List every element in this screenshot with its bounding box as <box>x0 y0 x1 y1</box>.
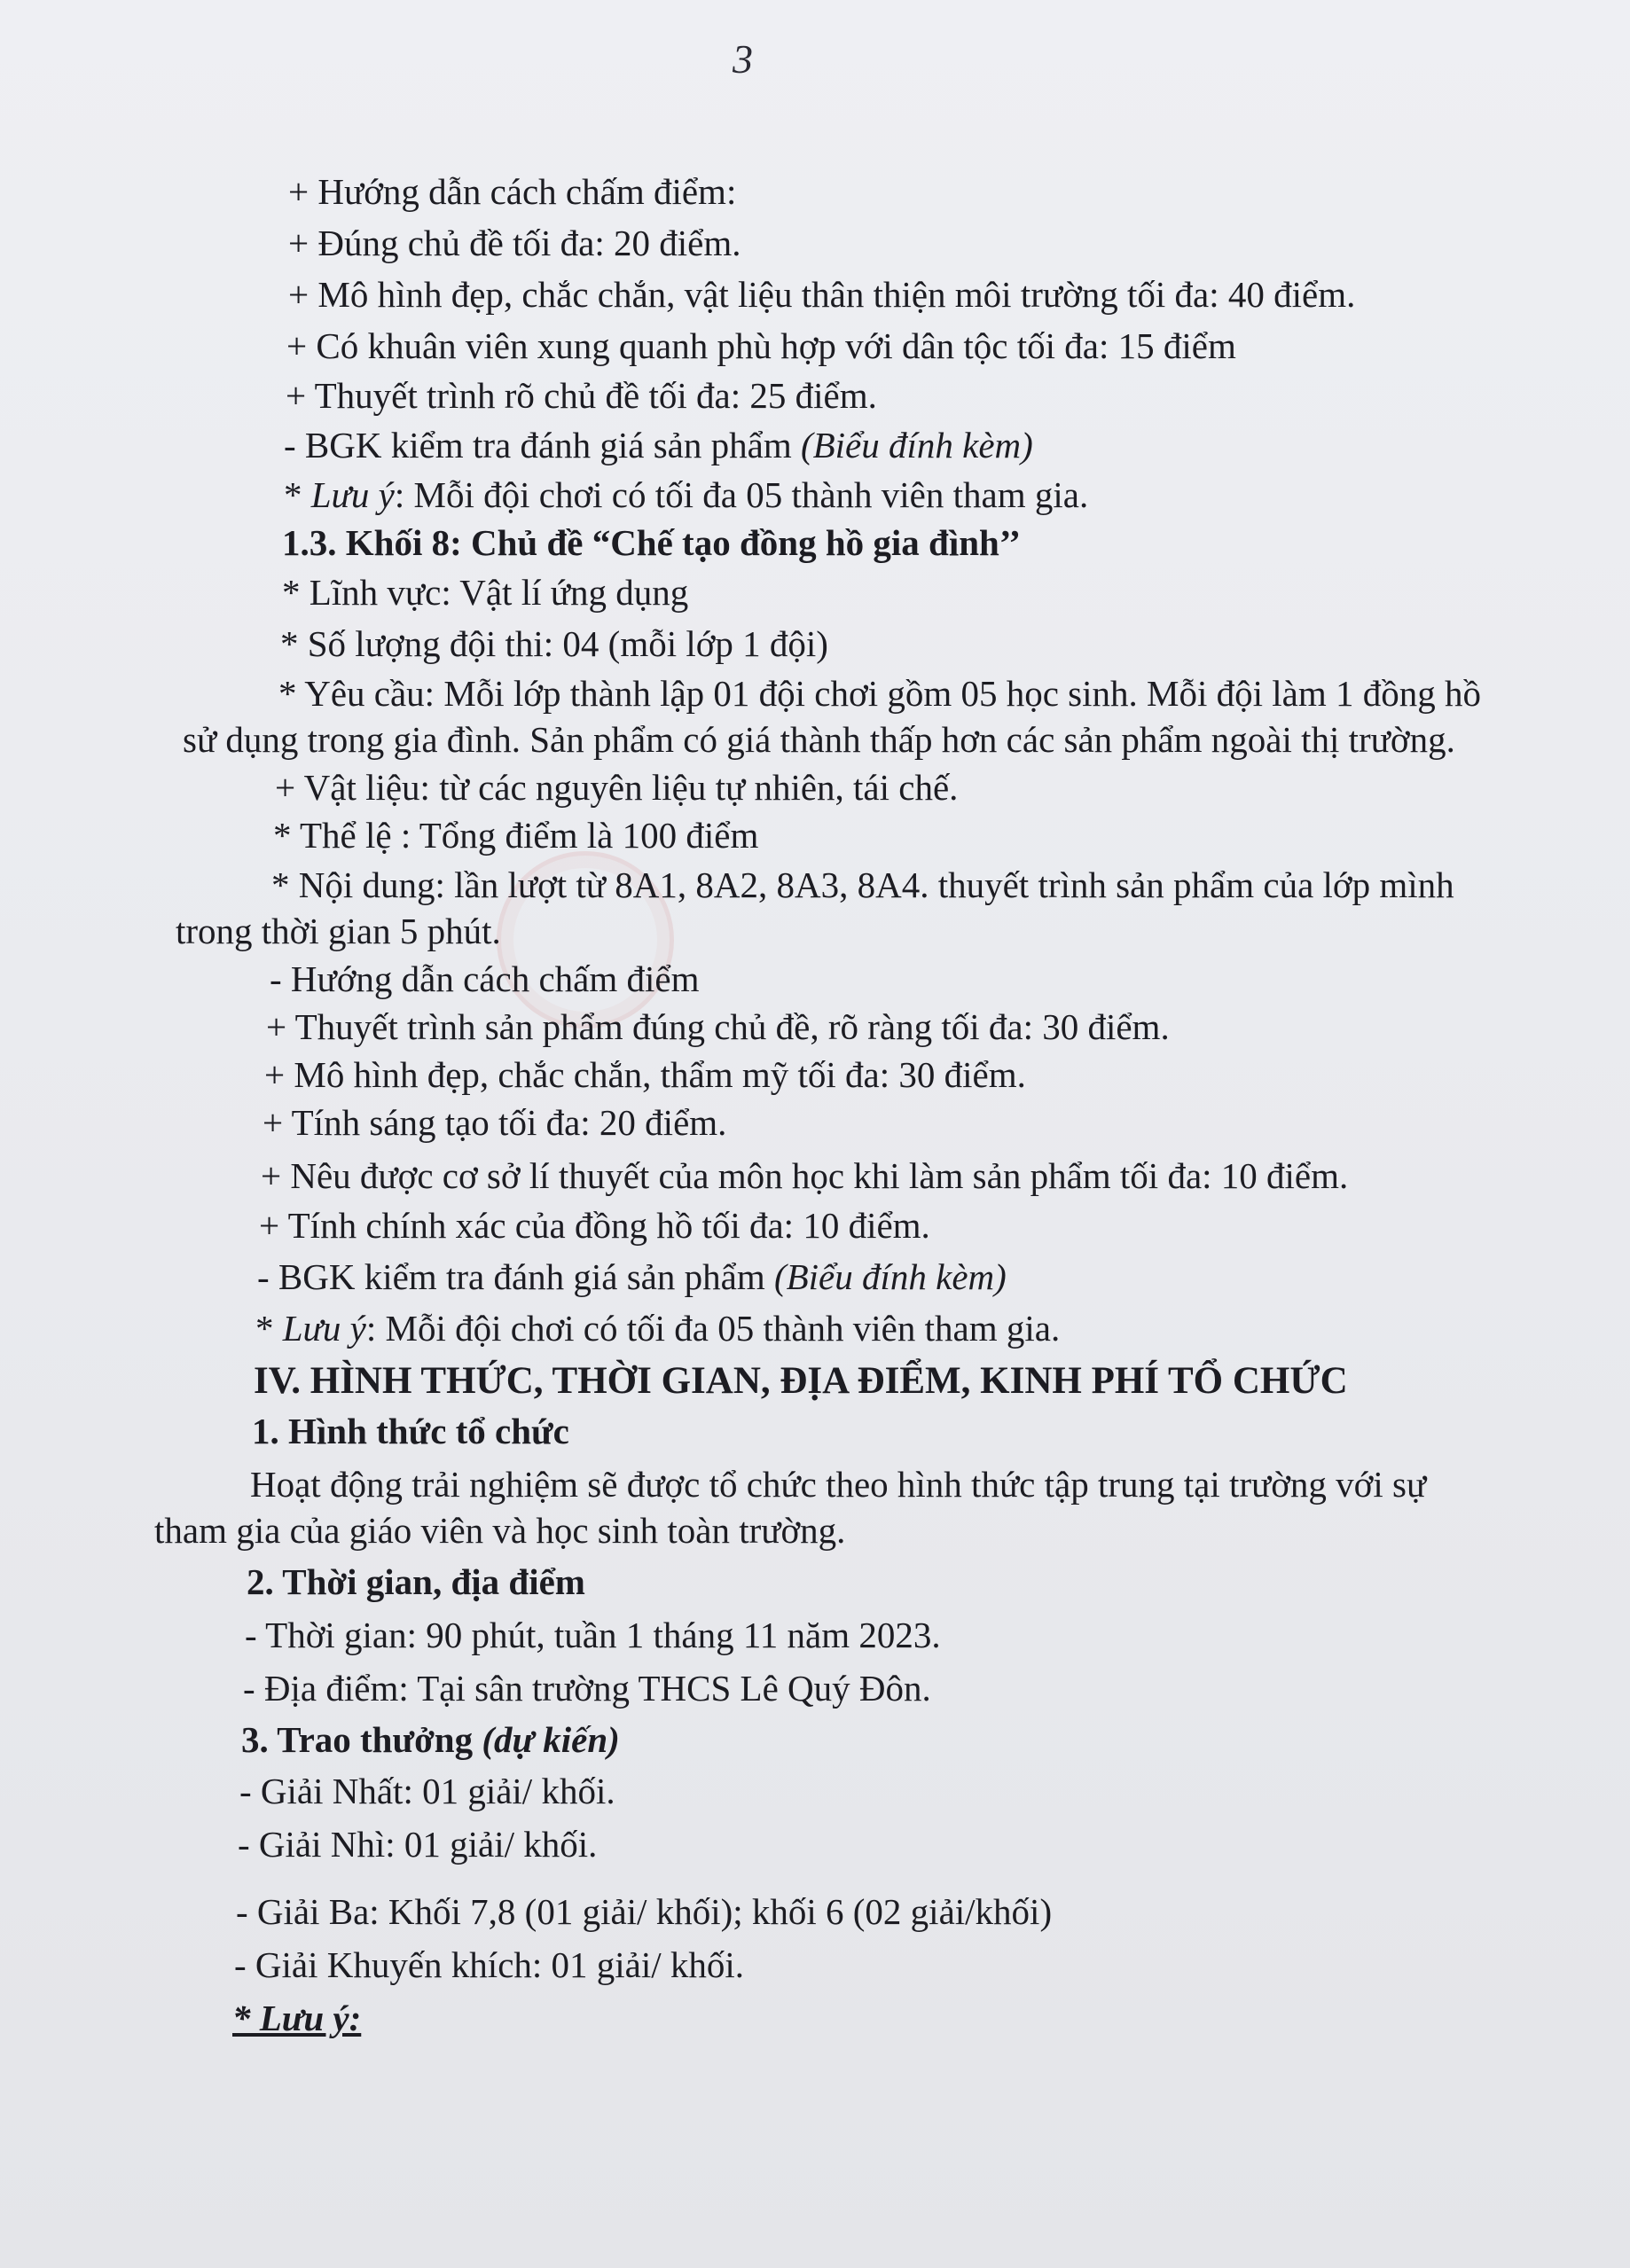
text-line: - Giải Khuyến khích: 01 giải/ khối. <box>234 1944 745 1985</box>
section-heading: 2. Thời gian, địa điểm <box>247 1561 585 1602</box>
note-line: * Lưu ý: Mỗi đội chơi có tối đa 05 thành viên tham gia. <box>255 1308 1061 1349</box>
text-line: * Nội dung: lần lượt từ 8A1, 8A2, 8A3, 8A4. thuyết trình sản phẩm của lớp mình <box>271 864 1454 905</box>
text-line: sử dụng trong gia đình. Sản phẩm có giá thành thấp hơn các sản phẩm ngoài thị trường. <box>183 719 1455 760</box>
text-line: - Giải Ba: Khối 7,8 (01 giải/ khối); khối 6 (02 giải/khối) <box>236 1891 1053 1932</box>
text-line: - Địa điểm: Tại sân trường THCS Lê Quý Đôn. <box>243 1668 931 1709</box>
text-line: - BGK kiểm tra đánh giá sản phẩm (Biểu đính kèm) <box>257 1256 1007 1297</box>
text-line: + Có khuân viên xung quanh phù hợp với dân tộc tối đa: 15 điểm <box>286 325 1236 366</box>
text-line: Hoạt động trải nghiệm sẽ được tổ chức theo hình thức tập trung tại trường với sự <box>250 1464 1427 1505</box>
text-line: + Mô hình đẹp, chắc chắn, vật liệu thân thiện môi trường tối đa: 40 điểm. <box>288 274 1356 315</box>
section-heading: 3. Trao thưởng (dự kiến) <box>241 1719 620 1760</box>
section-heading: 1.3. Khối 8: Chủ đề “Chế tạo đồng hồ gia đình’’ <box>282 522 1022 563</box>
text-line: - Thời gian: 90 phút, tuần 1 tháng 11 năm 2023. <box>245 1615 941 1655</box>
text-line: * Lĩnh vực: Vật lí ứng dụng <box>282 572 689 613</box>
text-line: + Mô hình đẹp, chắc chắn, thẩm mỹ tối đa: 30 điểm. <box>264 1054 1026 1095</box>
text-line: trong thời gian 5 phút. <box>176 911 501 951</box>
page-number: 3 <box>733 36 753 82</box>
text-line: + Hướng dẫn cách chấm điểm: <box>288 171 737 212</box>
text-line: + Vật liệu: từ các nguyên liệu tự nhiên, tái chế. <box>275 767 959 808</box>
text-line: * Số lượng đội thi: 04 (mỗi lớp 1 đội) <box>280 623 828 664</box>
section-heading: 1. Hình thức tổ chức <box>252 1411 569 1451</box>
text-line: + Tính chính xác của đồng hồ tối đa: 10 điểm. <box>259 1205 930 1246</box>
text-line: - Giải Nhì: 01 giải/ khối. <box>238 1824 598 1865</box>
text-line: + Đúng chủ đề tối đa: 20 điểm. <box>288 223 741 263</box>
text-line: - Hướng dẫn cách chấm điểm <box>270 958 700 999</box>
note-line: * Lưu ý: Mỗi đội chơi có tối đa 05 thành viên tham gia. <box>284 474 1089 515</box>
text-line: - Giải Nhất: 01 giải/ khối. <box>239 1771 615 1811</box>
text-line: + Thuyết trình rõ chủ đề tối đa: 25 điểm. <box>286 375 877 416</box>
text-line: - BGK kiểm tra đánh giá sản phẩm (Biểu đính kèm) <box>284 425 1033 465</box>
text-line: tham gia của giáo viên và học sinh toàn trường. <box>154 1510 846 1551</box>
chapter-heading: IV. HÌNH THỨC, THỜI GIAN, ĐỊA ĐIỂM, KINH PHÍ TỔ CHỨC <box>254 1360 1348 1402</box>
note-heading: * Lưu ý: <box>232 1998 362 2038</box>
text-line: + Nêu được cơ sở lí thuyết của môn học khi làm sản phẩm tối đa: 10 điểm. <box>261 1155 1349 1196</box>
text-line: + Thuyết trình sản phẩm đúng chủ đề, rõ ràng tối đa: 30 điểm. <box>266 1006 1170 1047</box>
text-line: * Thể lệ : Tổng điểm là 100 điểm <box>273 815 759 856</box>
text-line: + Tính sáng tạo tối đa: 20 điểm. <box>263 1102 727 1143</box>
text-line: * Yêu cầu: Mỗi lớp thành lập 01 đội chơi gồm 05 học sinh. Mỗi đội làm 1 đồng hồ <box>278 673 1481 714</box>
